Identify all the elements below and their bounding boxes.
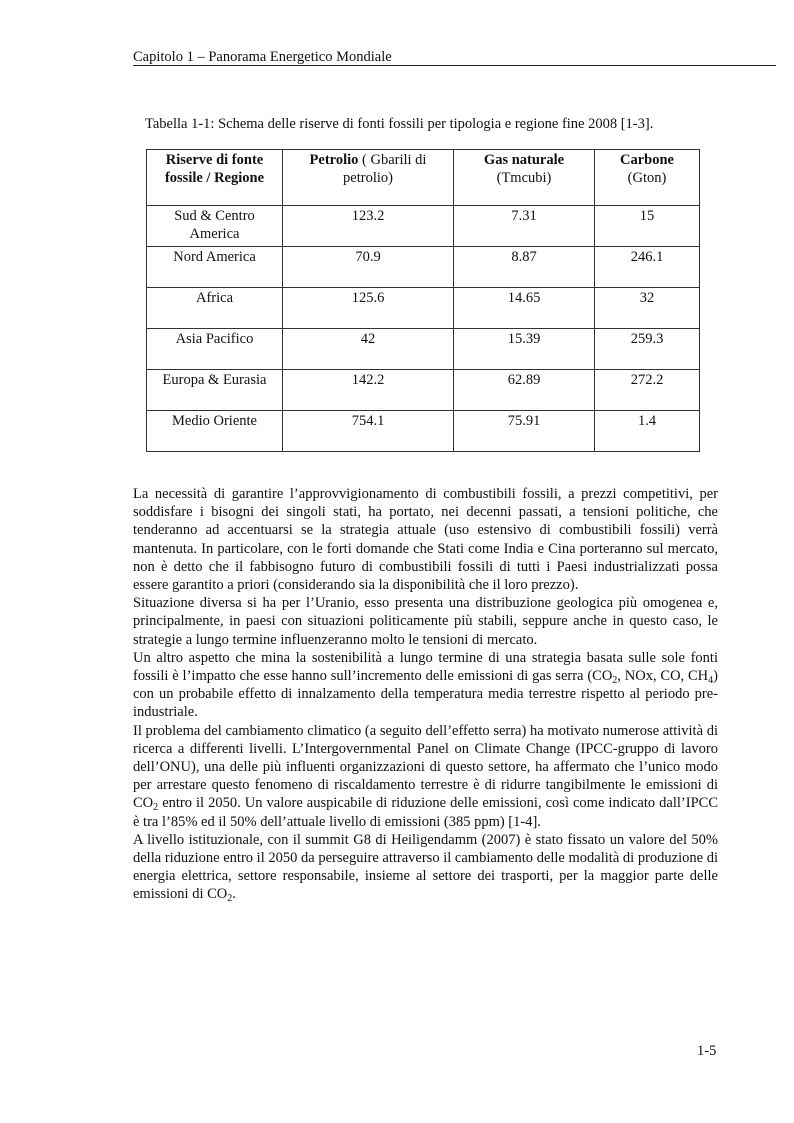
chapter-header: [133, 49, 776, 66]
paragraph: A livello istituzionale, con il summit G8 di Heiligendamm (2007) è stato fissato un valore del 50% della riduzione entro il 2050 da perseguire attraverso il cambiamento delle modalità di produzione di energia elettrica, settore responsabile, insieme al settore dei trasporti, per la maggior parte delle emissioni di $CO_2$.: [133, 831, 718, 905]
body-text: [133, 485, 718, 904]
cell-gas: 15.39: [454, 329, 595, 370]
cell-oil: 142.2: [283, 370, 454, 411]
header-region: Riserve di fonte fossile / Regione: [147, 150, 283, 206]
table-row: [147, 247, 700, 288]
page-number: 1-5: [697, 1043, 717, 1059]
cell-region: Africa: [147, 288, 283, 329]
table-row: [147, 411, 700, 452]
cell-coal: 15: [595, 206, 700, 247]
paragraph: La necessità di garantire l’approvvigionamento di combustibili fossili, a prezzi competitivi, per soddisfare i bisogni dei singoli stati, ha portato, nei decenni passati, a tensioni politiche, che tenderanno ad accentuarsi se la strategia attuale (uso estensivo di combustibili fossili) verrà mantenuta. In particolare, con le forti domande che Stati come India e Cina porteranno sul mercato, non è detto che il fabbisogno futuro di combustibili fossili di tutti i Paesi industrializzati possa essere garantito a priori (considerando sia la disponibilità che il loro prezzo).: [133, 486, 718, 594]
cell-coal: 32: [595, 288, 700, 329]
cell-region: Nord America: [147, 247, 283, 288]
paragraph: Situazione diversa si ha per l’Uranio, esso presenta una distribuzione geologica più omogenea e, principalmente, in paesi con situazioni politicamente più stabili, seppure anche in questo caso, le strategie a lungo termine influenzeranno molto le tensioni di mercato.: [133, 595, 718, 648]
cell-oil: 70.9: [283, 247, 454, 288]
cell-gas: 14.65: [454, 288, 595, 329]
cell-gas: 62.89: [454, 370, 595, 411]
cell-coal: 272.2: [595, 370, 700, 411]
cell-gas: 75.91: [454, 411, 595, 452]
table-row: [147, 329, 700, 370]
header-coal: Carbone (Gton): [595, 150, 700, 206]
cell-region: Europa & Eurasia: [147, 370, 283, 411]
cell-coal: 259.3: [595, 329, 700, 370]
cell-coal: 246.1: [595, 247, 700, 288]
fossil-reserves-table: [146, 149, 700, 452]
table-header-row: [147, 150, 700, 206]
cell-coal: 1.4: [595, 411, 700, 452]
table-row: [147, 206, 700, 247]
cell-gas: 7.31: [454, 206, 595, 247]
cell-oil: 123.2: [283, 206, 454, 247]
cell-oil: 754.1: [283, 411, 454, 452]
header-gas: Gas naturale (Tmcubi): [454, 150, 595, 206]
cell-oil: 125.6: [283, 288, 454, 329]
cell-region: Asia Pacifico: [147, 329, 283, 370]
cell-region: Sud & Centro America: [147, 206, 283, 247]
paragraph: Un altro aspetto che mina la sostenibilità a lungo termine di una strategia basata sulle sole fonti fossili è l’impatto che esse hanno sull’incremento delle emissioni di gas serra ($CO_2$, NOx, CO, $CH_4$) con un probabile effetto di innalzamento della temperatura media terrestre rispetto al periodo pre-industriale.: [133, 649, 718, 721]
table-row: [147, 288, 700, 329]
chapter-title: Capitolo 1 – Panorama Energetico Mondiale: [133, 49, 392, 65]
table-caption: Tabella 1-1: Schema delle riserve di fonti fossili per tipologia e regione fine 2008 [1-3].: [145, 116, 654, 132]
paragraph: Il problema del cambiamento climatico (a seguito dell’effetto serra) ha motivato numerose attività di ricerca a differenti livelli. L’Intergovernmental Panel on Climate Change (IPCC-gruppo di lavoro dell’ONU), una delle più influenti organizzazioni di questo settore, ha affermato che l’unico modo per arrestare questo fenomeno di riscaldamento terrestre è di ridurre tangibilmente le emissioni di $CO_2$ entro il 2050. Un valore auspicabile di riduzione delle emissioni, così come indicato dall’IPCC è tra l’85% ed il 50% dell’attuale livello di emissioni (385 ppm) [1-4].: [133, 722, 718, 830]
cell-gas: 8.87: [454, 247, 595, 288]
header-oil: Petrolio ( Gbarili di petrolio): [283, 150, 454, 206]
cell-region: Medio Oriente: [147, 411, 283, 452]
table-row: [147, 370, 700, 411]
cell-oil: 42: [283, 329, 454, 370]
